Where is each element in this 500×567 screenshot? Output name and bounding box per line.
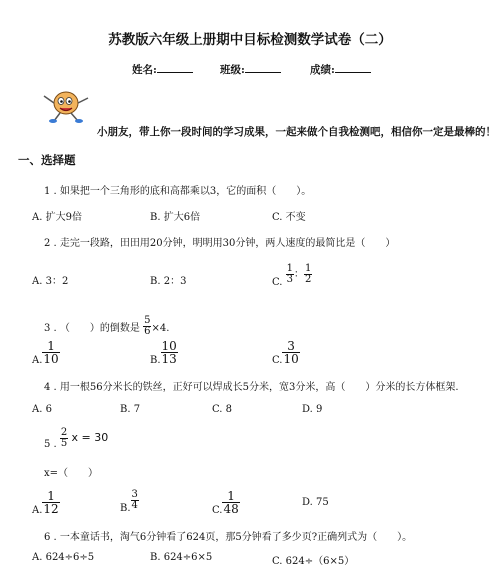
q5-answer-line: x=（ ） bbox=[44, 468, 99, 479]
q4-option-d: D. 9 bbox=[302, 404, 323, 415]
q2-option-c-separator: ： bbox=[294, 269, 305, 280]
q5-option-c-fraction: $\frac{1}{48}$ bbox=[223, 489, 239, 516]
q1-option-b: B. 扩大6倍 bbox=[150, 212, 201, 223]
name-blank bbox=[157, 62, 193, 73]
score-blank bbox=[335, 62, 371, 73]
q3-option-b-fraction: $\frac{10}{13}$ bbox=[161, 339, 177, 366]
q1-option-c: C. 不变 bbox=[272, 212, 306, 223]
question-4: 4 . 用一根56分米长的铁丝，正好可以焊成长5分米，宽3分米，高（ ）分米的长方体框架. bbox=[44, 382, 459, 393]
name-label: 姓名: bbox=[132, 64, 157, 76]
q6-option-a: A. 624÷6÷5 bbox=[32, 552, 95, 563]
q5-option-b-fraction: $\frac{3}{4}$ bbox=[131, 489, 138, 511]
question-2: 2 . 走完一段路，田田用20分钟，明明用30分钟，两人速度的最简比是（ ） bbox=[44, 238, 396, 249]
section-heading: 一、选择题 bbox=[18, 153, 76, 167]
q6-option-c: C. 624÷（6×5） bbox=[272, 556, 355, 567]
q5-option-a-fraction: $\frac{1}{12}$ bbox=[43, 489, 59, 516]
q6-option-b: B. 624÷6×5 bbox=[150, 552, 213, 563]
q2-option-b: B. 2：3 bbox=[150, 276, 187, 287]
q4-option-a: A. 6 bbox=[32, 404, 52, 415]
q5-fraction: $\frac{2}{5}$ bbox=[60, 427, 68, 449]
question-1: 1 . 如果把一个三角形的底和高都乘以3，它的面积（ ）。 bbox=[44, 186, 312, 197]
score-field bbox=[310, 62, 371, 77]
q3-option-a-fraction: $\frac{1}{10}$ bbox=[43, 339, 59, 366]
q5-option-a: A. $\frac{1}{12}$ bbox=[32, 489, 59, 516]
q5-option-c: C. $\frac{1}{48}$ bbox=[212, 489, 239, 516]
q5-number: 5 . bbox=[44, 439, 57, 450]
q4-option-b: B. 7 bbox=[120, 404, 141, 415]
q3-fraction: $\frac{5}{6}$ bbox=[144, 315, 151, 337]
class-blank bbox=[245, 62, 281, 73]
class-label: 班级: bbox=[220, 64, 245, 76]
q5-equation: x = 30 bbox=[71, 431, 109, 444]
q3-text-tail: ×4. bbox=[151, 323, 170, 334]
question-5 bbox=[44, 428, 108, 450]
question-6: 6 . 一本童话书，淘气6分钟看了624页，那5分钟看了多少页?正确列式为（ ）。 bbox=[44, 532, 413, 543]
q2-option-c-fraction-2: $\frac{1}{2}$ bbox=[305, 263, 312, 285]
score-label: 成绩: bbox=[310, 64, 335, 76]
q5-option-b: B. $\frac{3}{4}$ bbox=[120, 489, 138, 514]
q2-option-a: A. 3：2 bbox=[32, 276, 69, 287]
q5-option-d: D. 75 bbox=[302, 497, 329, 508]
question-3 bbox=[44, 316, 169, 337]
intro-text: 小朋友，带上你一段时间的学习成果，一起来做个自我检测吧，相信你一定是最棒的！ bbox=[97, 126, 496, 138]
class-field bbox=[220, 62, 281, 77]
q3-option-c-fraction: $\frac{3}{10}$ bbox=[283, 339, 299, 366]
q3-option-a: A. $\frac{1}{10}$ bbox=[32, 339, 59, 366]
name-field bbox=[132, 62, 193, 77]
q2-option-c bbox=[272, 264, 312, 288]
q2-option-c-fraction-1: $\frac{1}{3}$ bbox=[286, 263, 294, 285]
q3-option-c: C. $\frac{3}{10}$ bbox=[272, 339, 299, 366]
q1-option-a: A. 扩大9倍 bbox=[32, 212, 82, 223]
q3-option-b: B. $\frac{10}{13}$ bbox=[150, 339, 177, 366]
q4-option-c: C. 8 bbox=[212, 404, 233, 415]
page-title: 苏教版六年级上册期中目标检测数学试卷（二） bbox=[108, 32, 392, 48]
mascot-icon bbox=[40, 86, 92, 124]
q2-option-c-prefix: C. bbox=[272, 277, 283, 288]
q3-text: 3 . （ ）的倒数是 bbox=[44, 323, 140, 334]
